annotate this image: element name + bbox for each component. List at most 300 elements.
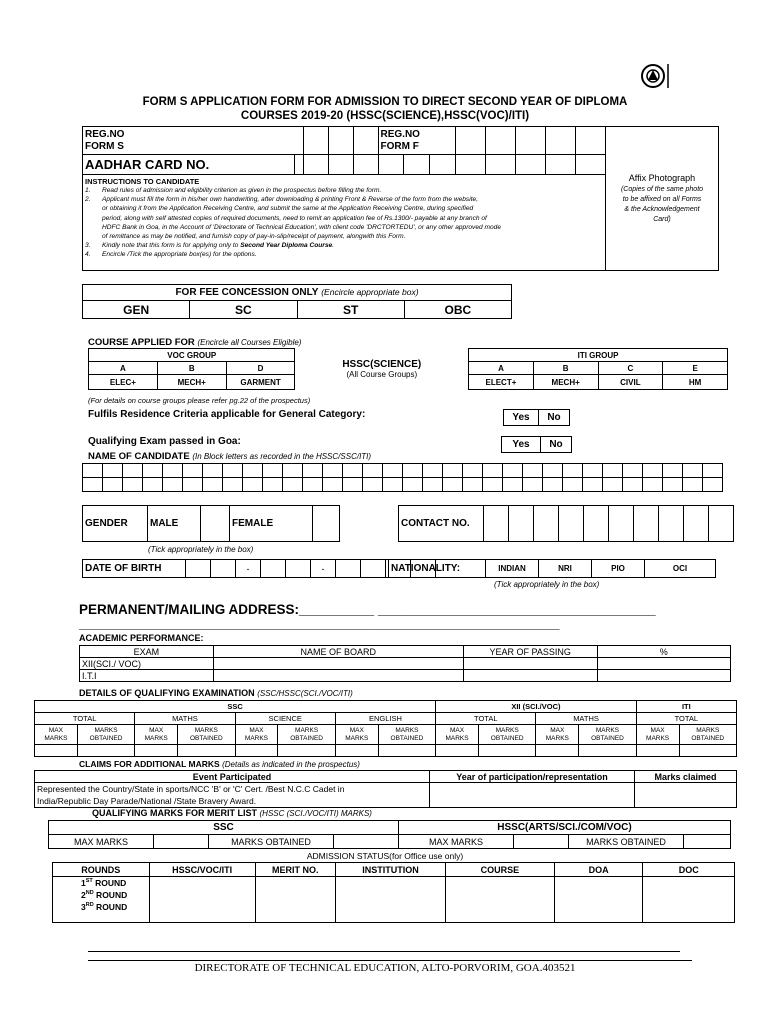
gender-female-label: FEMALE [230,506,313,542]
photo-note-1: (Copies of the same photo [620,185,704,193]
academic-cell[interactable] [213,670,463,682]
admission-cell[interactable] [446,913,555,923]
admission-cell[interactable] [255,913,335,923]
admission-cell[interactable] [643,877,735,889]
footer-rule [88,951,680,952]
qual-details-note: (SSC/HSSC(SCI./VOC/ITI) [257,689,353,698]
name-letter-box[interactable] [703,464,723,478]
academic-header-percent: % [597,646,730,658]
round-word: ROUND [93,889,128,900]
qual-subject-header: TOTAL [636,713,736,725]
name-letter-box[interactable] [203,464,223,478]
aadhar-box[interactable] [546,155,576,175]
name-letter-box[interactable] [183,464,203,478]
voc-col-header: B [157,362,226,375]
fee-title: FOR FEE CONCESSION ONLY [175,287,319,298]
form-title-line1: FORM S APPLICATION FORM FOR ADMISSION TO DIRECT SECOND YEAR OF DIPLOMA [142,96,628,108]
aadhar-box[interactable] [353,155,378,175]
name-letter-box[interactable] [503,464,523,478]
name-letter-box[interactable] [223,478,243,492]
address-line1[interactable]: __________ _____________________________________ [299,602,656,617]
max-marks-header [636,725,679,745]
name-letter-box[interactable] [143,478,163,492]
name-letter-box[interactable] [683,478,703,492]
admission-cell[interactable] [335,913,445,923]
name-letter-box[interactable] [123,464,143,478]
marks-obtained-line1: MARKS [395,726,419,734]
max-marks-line1: MAX [48,726,63,734]
claims-row-line1: Represented the Country/State in sports/NCC 'B' or 'C' Cert. /Best N.C.C Cadet in [37,784,345,794]
name-letter-box[interactable] [463,464,483,478]
name-letter-box[interactable] [663,478,683,492]
merit-note: (HSSC (SCI./VOC/ITI) MARKS) [259,809,372,818]
name-letter-box[interactable] [623,478,643,492]
name-letter-box[interactable] [163,478,183,492]
merit-ssc-obt-cell[interactable] [334,835,399,849]
iti-course-option[interactable]: ELECT+ [469,375,534,390]
instruction-text: HDFC Bank in Goa, in the Account of 'Directorate of Technical Education', with client code 'DRCTORTEDU', or any other approved mode [102,223,502,231]
claims-table [34,770,737,808]
residence-yes[interactable]: Yes [504,410,539,426]
max-marks-line2: MARKS [44,734,68,742]
reg-f-box[interactable] [486,127,516,155]
course-note: (Encircle all Courses Eligible) [197,338,302,347]
claims-year-cell[interactable] [430,783,635,808]
name-letter-box[interactable] [403,464,423,478]
name-letter-box[interactable] [623,464,643,478]
iti-group-label: ITI GROUP [469,349,728,362]
admission-cell[interactable] [335,877,445,889]
instruction-item [85,223,603,232]
aadhar-box[interactable] [430,155,456,175]
reg-f-box[interactable] [576,127,606,155]
qual-details-title: DETAILS OF QUALIFYING EXAMINATION [79,688,255,698]
max-marks-cell[interactable] [135,745,178,757]
instruction-emphasis: Second Year Diploma Course [240,242,333,250]
voc-col-header: A [89,362,158,375]
instruction-text: of remittance as may be notified, and furnish copy of pay-in-slip/receipt of payment, alongwith this Form. [102,233,406,241]
marks-obtained-header [679,725,737,745]
name-letter-box[interactable] [423,478,443,492]
admission-round-label [53,889,150,901]
nationality-option-nri[interactable]: NRI [539,560,592,578]
hssc-note: (All Course Groups) [346,370,418,379]
marks-obtained-line2: OBTAINED [189,734,223,742]
contact-box[interactable] [584,506,609,542]
merit-table [48,820,731,849]
qual-subject-header: ENGLISH [335,713,435,725]
contact-label: CONTACT NO. [399,506,484,542]
name-letter-box[interactable] [663,464,683,478]
aadhar-box[interactable] [303,155,328,175]
contact-box[interactable] [559,506,584,542]
nationality-option-pio[interactable]: PIO [592,560,645,578]
round-suffix: RD [85,901,94,908]
max-marks-line2: MARKS [646,734,670,742]
name-letter-box[interactable] [463,478,483,492]
qual-ssc-header: SSC [35,701,436,713]
admission-header: COURSE [446,863,555,877]
marks-obtained-header [178,725,235,745]
name-letter-box[interactable] [323,464,343,478]
dob-box[interactable] [286,560,311,578]
name-letter-box[interactable] [103,478,123,492]
address-label: PERMANENT/MAILING ADDRESS: [79,602,300,617]
name-letter-box[interactable] [643,464,663,478]
admission-cell[interactable] [643,901,735,913]
voc-course-option[interactable]: MECH+ [157,375,226,390]
admission-cell[interactable] [554,913,643,923]
dob-table [82,559,436,578]
name-letter-box[interactable] [383,464,403,478]
name-letter-box[interactable] [383,478,403,492]
dob-box[interactable] [186,560,211,578]
max-marks-cell[interactable] [335,745,378,757]
footer-rule [88,960,692,961]
admission-round-label [53,901,150,913]
address-line2[interactable]: ________________________________________________________________________________________________ [79,620,560,630]
qualifying-no[interactable]: No [541,437,572,453]
name-letter-box[interactable] [283,478,303,492]
admission-cell[interactable] [643,913,735,923]
instruction-number [85,214,102,223]
dob-box[interactable] [261,560,286,578]
dob-box[interactable] [211,560,236,578]
gender-male-label: MALE [148,506,201,542]
merit-ssc-max-cell[interactable] [154,835,209,849]
contact-box[interactable] [534,506,559,542]
iti-course-option[interactable]: CIVIL [598,375,663,390]
round-number: 1 [81,877,86,888]
marks-obtained-line1: MARKS [696,726,720,734]
name-letter-box[interactable] [583,464,603,478]
fee-option-obc[interactable]: OBC [404,301,511,319]
max-marks-header [235,725,278,745]
instruction-text: Kindly note that this form is for applying only to Second Year Diploma Course. [102,242,335,250]
contact-box[interactable] [609,506,634,542]
aadhar-box[interactable] [486,155,516,175]
marks-obtained-line2: OBTAINED [390,734,424,742]
marks-obtained-line2: OBTAINED [490,734,524,742]
course-table [88,348,728,390]
course-details-note: (For details on course groups please refer pg.22 of the prospectus) [88,396,311,405]
aadhar-box[interactable] [378,155,404,175]
marks-obtained-cell[interactable] [579,745,636,757]
marks-obtained-header [478,725,535,745]
contact-box[interactable] [509,506,534,542]
admission-cell[interactable] [643,889,735,901]
max-marks-cell[interactable] [536,745,579,757]
iti-course-option[interactable]: MECH+ [533,375,598,390]
academic-cell[interactable] [597,658,730,670]
residence-label: Fulfils Residence Criteria applicable for General Category: [88,409,366,420]
registration-table [82,126,719,271]
instruction-text: period, along with self attested copies of required documents, need to remit an application fee of Rs.1300/- payable at any branch of [102,214,487,222]
instruction-number [85,204,102,213]
form-f-label: FORM F [380,140,419,152]
name-letter-box[interactable] [443,478,463,492]
name-letter-box[interactable] [203,478,223,492]
merit-title: QUALIFYING MARKS FOR MERIT LIST [92,808,257,818]
academic-header-exam: EXAM [80,646,214,658]
fee-option-gen[interactable]: GEN [83,301,190,319]
aadhar-box[interactable] [516,155,546,175]
max-marks-line2: MARKS [545,734,569,742]
instruction-item [85,186,603,195]
name-letter-box[interactable] [683,464,703,478]
name-letter-box[interactable] [123,478,143,492]
emblem-logo-icon [640,62,670,90]
residence-no[interactable]: No [539,410,570,426]
reg-f-box[interactable] [456,127,486,155]
contact-box[interactable] [634,506,659,542]
admission-cell[interactable] [554,877,643,889]
name-letter-box[interactable] [423,464,443,478]
admission-cell[interactable] [149,877,255,889]
marks-obtained-cell[interactable] [679,745,737,757]
admission-cell[interactable] [149,889,255,901]
merit-hssc-max-cell[interactable] [514,835,569,849]
max-marks-header [35,725,78,745]
max-marks-header [335,725,378,745]
merit-hssc-header: HSSC(ARTS/SCI./COM/VOC) [399,821,731,835]
voc-col-header: D [226,362,295,375]
admission-title: ADMISSION STATUS(for Office use only) [306,851,464,861]
marks-obtained-line2: OBTAINED [691,734,725,742]
merit-hssc-obt-cell[interactable] [684,835,731,849]
marks-obtained-cell[interactable] [178,745,235,757]
iti-col-header: B [533,362,598,375]
iti-course-option[interactable]: HM [663,375,728,390]
course-title: COURSE APPLIED FOR [88,337,195,348]
iti-col-header: E [663,362,728,375]
instruction-number [85,232,102,241]
qual-subject-header: SCIENCE [235,713,335,725]
admission-cell[interactable] [554,901,643,913]
name-letter-box[interactable] [263,478,283,492]
claims-header-marks: Marks claimed [635,771,737,783]
name-letter-box[interactable] [103,464,123,478]
dob-box[interactable] [336,560,361,578]
name-letter-box[interactable] [403,478,423,492]
name-letter-box[interactable] [83,478,103,492]
admission-header: MERIT NO. [255,863,335,877]
aadhar-box[interactable] [456,155,486,175]
marks-obtained-header [278,725,335,745]
academic-table [79,645,731,682]
claims-header-event: Event Participated [35,771,430,783]
reg-s-box[interactable] [328,127,353,155]
name-letter-box[interactable] [343,464,363,478]
fee-option-st[interactable]: ST [297,301,404,319]
academic-cell[interactable] [463,670,597,682]
admission-cell[interactable] [335,889,445,901]
name-letter-box[interactable] [643,478,663,492]
name-letter-box[interactable] [603,478,623,492]
reg-f-box[interactable] [546,127,576,155]
admission-cell[interactable] [255,889,335,901]
merit-ssc-obt-label: MARKS OBTAINED [209,835,334,849]
name-letter-box[interactable] [703,478,723,492]
round-suffix: ST [85,877,93,884]
contact-box[interactable] [484,506,509,542]
marks-obtained-line2: OBTAINED [290,734,323,742]
academic-cell[interactable] [463,658,597,670]
admission-header: INSTITUTION [335,863,445,877]
nationality-option-indian[interactable]: INDIAN [486,560,539,578]
name-letter-box[interactable] [363,464,383,478]
instruction-item [85,204,603,213]
reg-s-box[interactable] [353,127,378,155]
aadhar-box[interactable] [404,155,430,175]
gender-male-box[interactable] [201,506,230,542]
nationality-option-oci[interactable]: OCI [645,560,716,578]
name-letter-box[interactable] [543,478,563,492]
admission-header: DOA [554,863,643,877]
name-letter-box[interactable] [483,464,503,478]
qual-subject-header: MATHS [536,713,636,725]
aadhar-label: AADHAR CARD NO. [83,155,295,175]
hssc-science-label: HSSC(SCIENCE) [342,359,422,370]
name-letter-box[interactable] [563,464,583,478]
name-letter-box[interactable] [563,478,583,492]
marks-obtained-cell[interactable] [77,745,134,757]
instruction-number: 2. [85,196,91,204]
admission-cell[interactable] [554,889,643,901]
merit-ssc-max-label: MAX MARKS [49,835,154,849]
nationality-label: NATIONALITY: [389,560,486,578]
max-marks-line2: MARKS [345,734,369,742]
admission-cell[interactable] [335,901,445,913]
dob-box[interactable] [361,560,386,578]
name-letter-box[interactable] [323,478,343,492]
name-letter-box[interactable] [603,464,623,478]
admission-cell[interactable] [149,901,255,913]
marks-obtained-cell[interactable] [478,745,535,757]
round-number: 3 [81,901,86,912]
name-letter-box[interactable] [83,464,103,478]
iti-col-header: A [469,362,534,375]
admission-cell[interactable] [255,901,335,913]
contact-box[interactable] [684,506,709,542]
qual-subject-header: TOTAL [436,713,536,725]
contact-box[interactable] [709,506,734,542]
claims-marks-cell[interactable] [635,783,737,808]
name-letter-box[interactable] [243,478,263,492]
photo-note-4: Card) [653,215,671,223]
voc-course-option[interactable]: GARMENT [226,375,295,390]
max-marks-cell[interactable] [35,745,78,757]
voc-course-option[interactable]: ELEC+ [89,375,158,390]
claims-row-line2: India/Republic Day Parade/National /State Bravery Award. [37,796,257,806]
name-letter-box[interactable] [183,478,203,492]
max-marks-cell[interactable] [436,745,479,757]
name-letter-box[interactable] [503,478,523,492]
qualifying-goa-label: Qualifying Exam passed in Goa: [88,436,241,447]
academic-cell[interactable] [597,670,730,682]
marks-obtained-line1: MARKS [295,726,319,734]
dob-separator: - [236,560,261,578]
marks-obtained-cell[interactable] [278,745,335,757]
admission-cell[interactable] [149,913,255,923]
academic-title: ACADEMIC PERFORMANCE: [79,633,204,643]
contact-box[interactable] [659,506,684,542]
voc-group-label: VOC GROUP [89,349,295,362]
name-letter-box[interactable] [363,478,383,492]
academic-cell[interactable] [213,658,463,670]
reg-no-f-label: REG.NO [380,128,420,140]
fee-note: (Encircle appropriate box) [321,287,419,297]
admission-cell[interactable] [255,877,335,889]
gender-label: GENDER [83,506,148,542]
academic-row-label: I.T.I [80,670,214,682]
qual-subject-header: TOTAL [35,713,135,725]
instruction-text: or obtaining it from the Application Receiving Centre, and submit the same at the Application Receiving Centre, during specified [102,205,474,213]
reg-s-box[interactable] [303,127,328,155]
photo-box[interactable] [606,127,719,271]
name-letter-box[interactable] [543,464,563,478]
qualifying-yes[interactable]: Yes [502,437,541,453]
name-letter-box[interactable] [483,478,503,492]
instruction-text: Read rules of admission and eligibility criterion as given in the prospectus before filling the form. [102,187,382,194]
qual-xii-header: XII (SCI./VOC) [436,701,637,713]
name-letter-box[interactable] [243,464,263,478]
round-word: ROUND [92,877,127,888]
admission-cell[interactable] [53,913,150,923]
aadhar-box[interactable] [576,155,606,175]
max-marks-cell[interactable] [636,745,679,757]
admission-cell[interactable] [446,877,555,889]
name-letter-box[interactable] [443,464,463,478]
name-letter-box[interactable] [223,464,243,478]
round-suffix: ND [85,889,94,896]
gender-female-box[interactable] [313,506,340,542]
aadhar-box[interactable] [295,155,303,175]
reg-no-s-label: REG.NO [85,128,125,140]
name-letter-box[interactable] [303,478,323,492]
photo-title: Affix Photograph [628,172,696,183]
name-letter-box[interactable] [523,464,543,478]
max-marks-line2: MARKS [244,734,269,742]
name-letter-box[interactable] [263,464,283,478]
academic-header-board: NAME OF BOARD [213,646,463,658]
name-letter-box[interactable] [143,464,163,478]
max-marks-header [135,725,178,745]
instruction-text: Encircle /Tick the appropriate box(es) for the options. [102,251,257,259]
admission-cell[interactable] [446,889,555,901]
form-title-line2: COURSES 2019-20 (HSSC(SCIENCE),HSSC(VOC)/ITI) [240,110,530,122]
name-letter-box[interactable] [343,478,363,492]
footer-text: DIRECTORATE OF TECHNICAL EDUCATION, ALTO-PORVORIM, GOA.403521 [194,962,576,974]
marks-obtained-cell[interactable] [378,745,435,757]
name-letter-box[interactable] [163,464,183,478]
name-letter-box[interactable] [303,464,323,478]
residence-options [503,409,570,426]
instruction-item [85,250,603,259]
aadhar-box[interactable] [328,155,353,175]
photo-note-2: to be affixed on all Forms [622,195,702,203]
max-marks-cell[interactable] [235,745,278,757]
name-letter-box[interactable] [583,478,603,492]
fee-option-sc[interactable]: SC [190,301,297,319]
name-letter-box[interactable] [283,464,303,478]
reg-f-box[interactable] [516,127,546,155]
max-marks-line1: MAX [550,726,565,734]
name-letter-box[interactable] [523,478,543,492]
admission-cell[interactable] [446,901,555,913]
form-s-label: FORM S [85,140,124,152]
instruction-number: 4. [85,251,91,259]
